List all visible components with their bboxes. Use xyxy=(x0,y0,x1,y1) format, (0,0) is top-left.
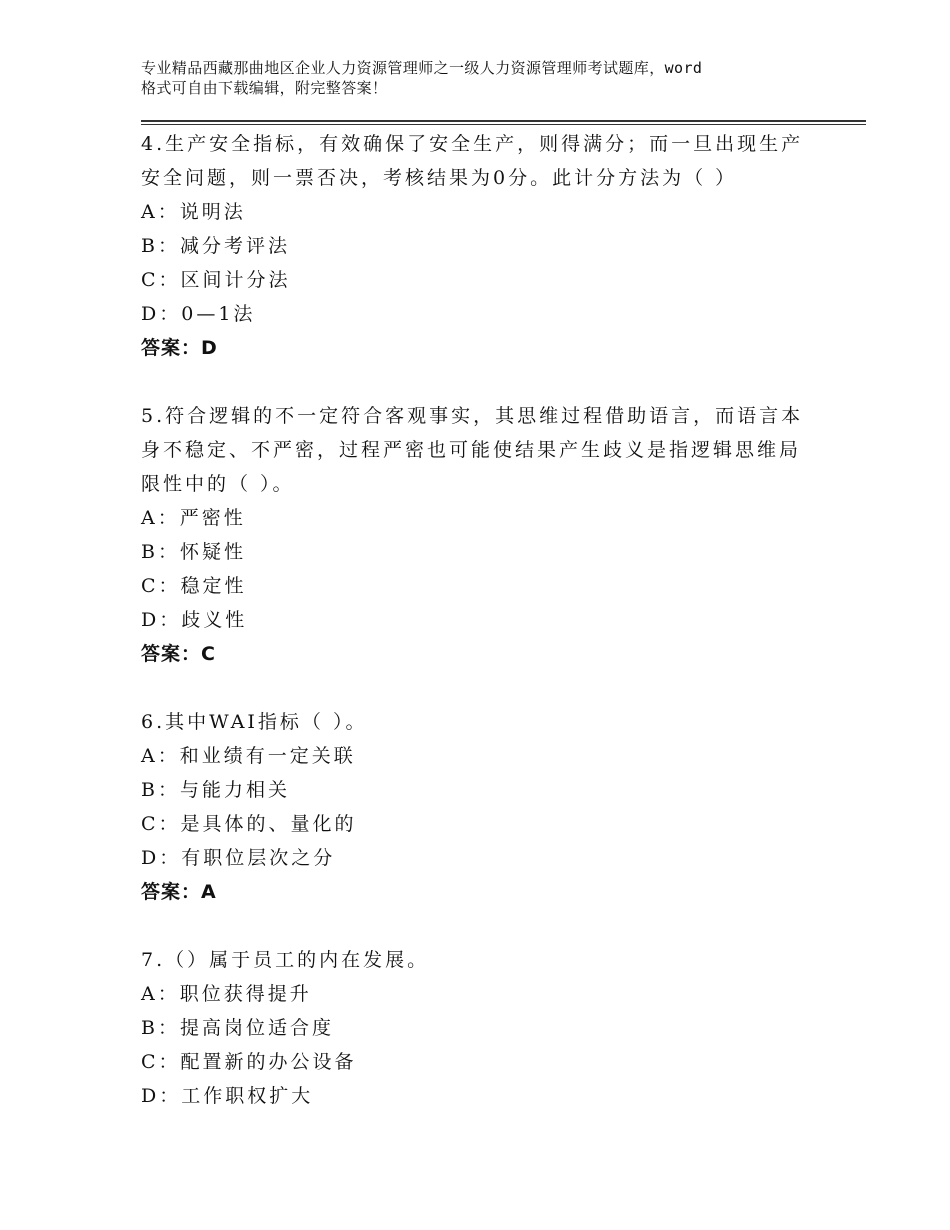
option-a: A：说明法 xyxy=(141,201,246,223)
header-line-1: 专业精品西藏那曲地区企业人力资源管理师之一级人力资源管理师考试题库，word xyxy=(141,59,703,77)
question-spacer xyxy=(141,365,821,399)
question-block xyxy=(141,399,821,671)
option-d: D：0—1法 xyxy=(141,303,256,325)
option-b: B：提高岗位适合度 xyxy=(141,1017,334,1039)
option-a: A：职位获得提升 xyxy=(141,983,312,1005)
question-stem-line: 安全问题，则一票否决，考核结果为0分。此计分方法为（ ） xyxy=(141,167,738,189)
option-c: C：配置新的办公设备 xyxy=(141,1051,357,1073)
header-rule-thick xyxy=(141,120,866,122)
option-d: D：歧义性 xyxy=(141,609,248,631)
option-b: B：与能力相关 xyxy=(141,779,290,801)
question-stem-line: 6.其中WAI指标（ ）。 xyxy=(141,711,368,733)
question-stem-line: 7.（）属于员工的内在发展。 xyxy=(141,949,430,971)
option-b: B：怀疑性 xyxy=(141,541,246,563)
header-rule-thin xyxy=(141,124,866,125)
option-d: D：工作职权扩大 xyxy=(141,1085,314,1107)
question-spacer xyxy=(141,909,821,943)
option-d: D：有职位层次之分 xyxy=(141,847,336,869)
question-block xyxy=(141,705,821,909)
option-a: A：和业绩有一定关联 xyxy=(141,745,356,767)
option-c: C：区间计分法 xyxy=(141,269,291,291)
option-c: C：稳定性 xyxy=(141,575,247,597)
question-spacer xyxy=(141,671,821,705)
question-stem-line: 4.生产安全指标，有效确保了安全生产，则得满分；而一旦出现生产 xyxy=(141,133,804,155)
answer-line: 答案：C xyxy=(141,643,216,665)
question-stem-line: 5.符合逻辑的不一定符合客观事实，其思维过程借助语言，而语言本 xyxy=(141,405,804,427)
question-stem-line: 限性中的（ ）。 xyxy=(141,473,295,495)
document-header xyxy=(141,58,821,98)
header-line-2: 格式可自由下载编辑，附完整答案！ xyxy=(141,79,388,97)
question-block xyxy=(141,127,821,365)
question-list xyxy=(141,127,821,1113)
answer-line: 答案：D xyxy=(141,337,218,359)
question-stem-line: 身不稳定、不严密，过程严密也可能使结果产生歧义是指逻辑思维局 xyxy=(141,439,802,461)
answer-line: 答案：A xyxy=(141,881,217,903)
option-c: C：是具体的、量化的 xyxy=(141,813,357,835)
option-a: A：严密性 xyxy=(141,507,246,529)
option-b: B：减分考评法 xyxy=(141,235,290,257)
question-block xyxy=(141,943,821,1113)
